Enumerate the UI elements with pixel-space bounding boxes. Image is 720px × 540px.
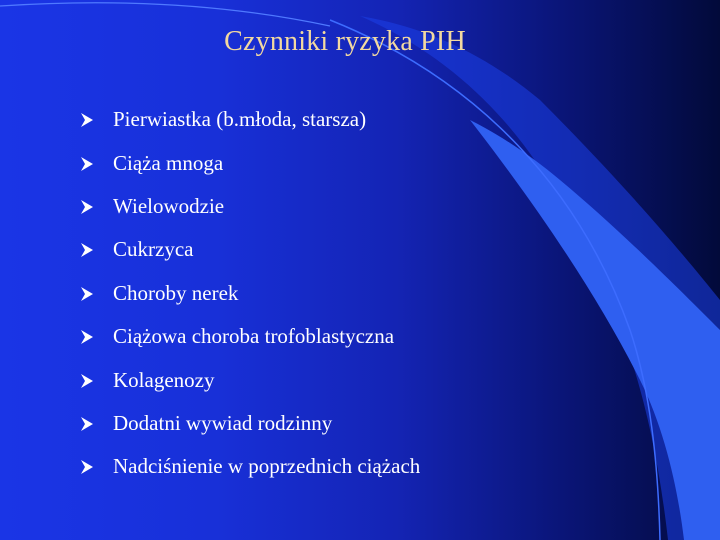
- list-item: [80, 98, 420, 141]
- list-item-label: Ciążowa choroba trofoblastyczna: [113, 324, 395, 349]
- list-item: [80, 272, 420, 315]
- arrowhead-icon: [80, 156, 94, 172]
- list-item-label: Dodatni wywiad rodzinny: [113, 410, 333, 435]
- arrowhead-icon: [80, 199, 94, 215]
- list-item: [80, 445, 420, 488]
- list-item-label: Nadciśnienie w poprzednich ciążach: [113, 454, 421, 479]
- list-item-label: Pierwiastka (b.młoda, starsza): [113, 107, 367, 132]
- list-item: [80, 358, 420, 401]
- arrowhead-icon: [80, 329, 94, 345]
- list-item-label: Kolagenozy: [113, 367, 215, 392]
- top-arc-line: [0, 3, 330, 26]
- arrowhead-icon: [80, 373, 94, 389]
- list-item: [80, 402, 420, 445]
- list-item: [80, 315, 420, 358]
- arrowhead-icon: [80, 242, 94, 258]
- arrowhead-icon: [80, 112, 94, 128]
- slide-title: Czynniki ryzyka PIH: [224, 26, 466, 57]
- list-item-label: Ciąża mnoga: [113, 150, 224, 175]
- arrowhead-icon: [80, 459, 94, 475]
- list-item: [80, 228, 420, 271]
- list-item: [80, 185, 420, 228]
- list-item-label: Cukrzyca: [113, 237, 194, 262]
- arrowhead-icon: [80, 286, 94, 302]
- list-item-label: Wielowodzie: [113, 193, 225, 218]
- arrowhead-icon: [80, 416, 94, 432]
- list-item-label: Choroby nerek: [113, 280, 239, 305]
- list-item: [80, 141, 420, 184]
- risk-factor-list: [80, 98, 420, 489]
